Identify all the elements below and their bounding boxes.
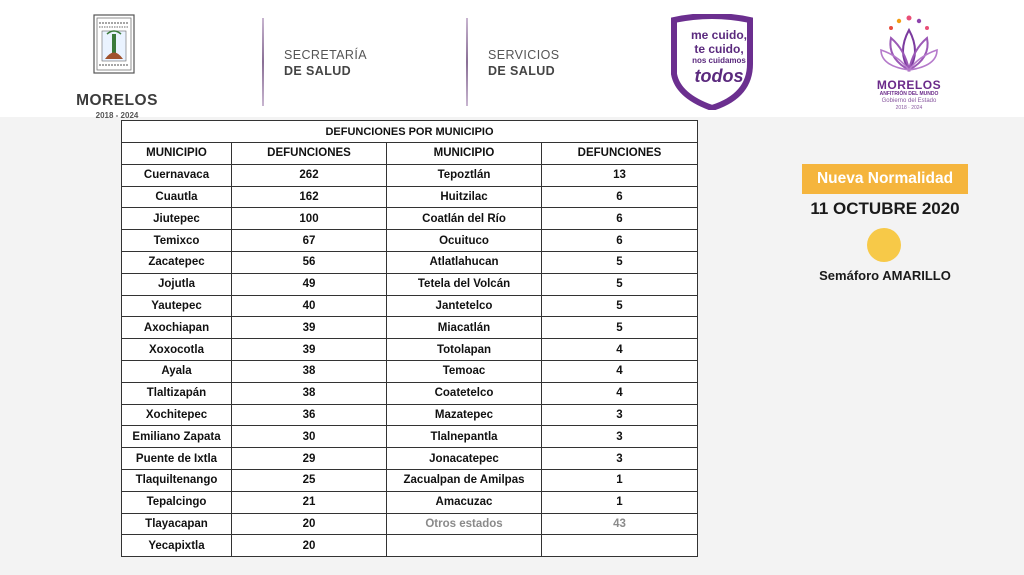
table-row	[122, 186, 698, 208]
municipio-cell: Jantetelco	[387, 295, 542, 317]
morelos-name: MORELOS	[76, 92, 158, 109]
gobierno-tagline: ANFITRIÓN DEL MUNDO	[879, 91, 939, 97]
table-title-row	[122, 121, 698, 143]
defunciones-cell: 67	[232, 230, 387, 252]
report-date: 11 OCTUBRE 2020	[810, 199, 960, 218]
table-row	[122, 535, 698, 557]
defunciones-cell: 13	[542, 164, 698, 186]
defunciones-cell: 56	[232, 251, 387, 273]
secretaria-label	[284, 47, 367, 79]
municipio-cell: Ocuituco	[387, 230, 542, 252]
table-row	[122, 382, 698, 404]
gobierno-logo	[866, 12, 952, 112]
flower-icon	[879, 12, 939, 74]
nueva-normalidad-badge: Nueva Normalidad	[802, 164, 968, 194]
gobierno-name: MORELOS	[876, 78, 942, 92]
defunciones-cell: 49	[232, 273, 387, 295]
municipio-cell: Coatetelco	[387, 382, 542, 404]
table-row	[122, 251, 698, 273]
empty-cell	[542, 535, 698, 557]
defunciones-cell: 5	[542, 273, 698, 295]
table-row	[122, 404, 698, 426]
defunciones-cell: 3	[542, 404, 698, 426]
municipio-cell: Emiliano Zapata	[122, 426, 232, 448]
table-row	[122, 469, 698, 491]
defunciones-cell: 20	[232, 513, 387, 535]
header-bar	[0, 0, 1024, 120]
municipio-cell: Cuernavaca	[122, 164, 232, 186]
municipio-cell: Zacualpan de Amilpas	[387, 469, 542, 491]
defunciones-cell: 5	[542, 251, 698, 273]
municipio-cell: Amacuzac	[387, 491, 542, 513]
municipio-cell: Jonacatepec	[387, 448, 542, 470]
column-header: DEFUNCIONES	[542, 143, 698, 165]
table-row	[122, 295, 698, 317]
column-header: MUNICIPIO	[122, 143, 232, 165]
defunciones-cell: 20	[232, 535, 387, 557]
defunciones-cell: 6	[542, 208, 698, 230]
defunciones-cell: 38	[232, 382, 387, 404]
table-header-row	[122, 143, 698, 165]
semaforo-status: Semáforo AMARILLO	[819, 268, 951, 283]
municipio-cell: Cuautla	[122, 186, 232, 208]
morelos-years: 2018 - 2024	[95, 111, 139, 120]
table-row	[122, 360, 698, 382]
defunciones-cell: 262	[232, 164, 387, 186]
table-row	[122, 426, 698, 448]
defunciones-cell: 38	[232, 360, 387, 382]
defunciones-cell: 1	[542, 469, 698, 491]
defunciones-cell: 100	[232, 208, 387, 230]
defunciones-cell: 39	[232, 317, 387, 339]
campaign-text	[682, 28, 756, 86]
municipio-cell: Xoxocotla	[122, 339, 232, 361]
gobierno-sub: Gobierno del Estado	[881, 98, 937, 104]
table-row	[122, 491, 698, 513]
servicios-label	[488, 47, 559, 79]
table-row	[122, 339, 698, 361]
campaign-line1: me cuido,	[690, 28, 747, 42]
semaforo-light-icon	[867, 228, 901, 262]
campaign-line2: te cuido,	[694, 42, 744, 56]
defunciones-cell: 25	[232, 469, 387, 491]
defunciones-cell: 5	[542, 317, 698, 339]
servicios-line2: DE SALUD	[488, 64, 556, 78]
servicios-line1: SERVICIOS	[488, 48, 560, 62]
municipio-cell: Temixco	[122, 230, 232, 252]
table-row	[122, 448, 698, 470]
municipio-cell: Axochiapan	[122, 317, 232, 339]
defunciones-cell: 5	[542, 295, 698, 317]
municipio-cell: Mazatepec	[387, 404, 542, 426]
table-row	[122, 164, 698, 186]
table-row	[122, 230, 698, 252]
municipio-cell: Tepoztlán	[387, 164, 542, 186]
secretaria-line1: SECRETARÍA	[284, 48, 367, 62]
municipio-cell: Tlaquiltenango	[122, 469, 232, 491]
defunciones-cell: 36	[232, 404, 387, 426]
deaths-table	[121, 120, 698, 557]
defunciones-cell: 4	[542, 382, 698, 404]
municipio-cell: Miacatlán	[387, 317, 542, 339]
empty-cell	[387, 535, 542, 557]
table-title: DEFUNCIONES POR MUNICIPIO	[122, 121, 698, 143]
municipio-cell: Tepalcingo	[122, 491, 232, 513]
defunciones-cell: 4	[542, 339, 698, 361]
municipio-cell: Tlaltizapán	[122, 382, 232, 404]
otros-estados-cell: Otros estados	[387, 513, 542, 535]
municipio-cell: Yecapixtla	[122, 535, 232, 557]
municipio-cell: Jojutla	[122, 273, 232, 295]
municipio-cell: Tlayacapan	[122, 513, 232, 535]
defunciones-cell: 6	[542, 186, 698, 208]
defunciones-cell: 3	[542, 426, 698, 448]
municipio-cell: Tlalnepantla	[387, 426, 542, 448]
coat-of-arms-icon	[93, 14, 135, 74]
municipio-cell: Totolapan	[387, 339, 542, 361]
defunciones-cell: 4	[542, 360, 698, 382]
municipio-cell: Ayala	[122, 360, 232, 382]
defunciones-cell: 6	[542, 230, 698, 252]
municipio-cell: Tetela del Volcán	[387, 273, 542, 295]
municipio-cell: Jiutepec	[122, 208, 232, 230]
defunciones-cell: 30	[232, 426, 387, 448]
municipio-cell: Huitzilac	[387, 186, 542, 208]
campaign-logo	[668, 14, 756, 110]
municipio-cell: Puente de Ixtla	[122, 448, 232, 470]
defunciones-cell: 29	[232, 448, 387, 470]
campaign-line3: nos cuidamos	[692, 56, 746, 65]
table-row	[122, 513, 698, 535]
defunciones-cell: 21	[232, 491, 387, 513]
table-row	[122, 208, 698, 230]
defunciones-cell: 39	[232, 339, 387, 361]
otros-estados-value: 43	[542, 513, 698, 535]
defunciones-cell: 162	[232, 186, 387, 208]
defunciones-cell: 40	[232, 295, 387, 317]
header-divider	[466, 18, 468, 106]
municipio-cell: Xochitepec	[122, 404, 232, 426]
header-divider	[262, 18, 264, 106]
gobierno-years: 2018 · 2024	[895, 105, 923, 111]
secretaria-line2: DE SALUD	[284, 64, 352, 78]
table-row	[122, 273, 698, 295]
municipio-cell: Atlatlahucan	[387, 251, 542, 273]
municipio-cell: Temoac	[387, 360, 542, 382]
municipio-cell: Coatlán del Río	[387, 208, 542, 230]
column-header: DEFUNCIONES	[232, 143, 387, 165]
municipio-cell: Zacatepec	[122, 251, 232, 273]
column-header: MUNICIPIO	[387, 143, 542, 165]
municipio-cell: Yautepec	[122, 295, 232, 317]
defunciones-cell: 1	[542, 491, 698, 513]
campaign-line4: todos	[694, 66, 744, 86]
defunciones-cell: 3	[542, 448, 698, 470]
table-row	[122, 317, 698, 339]
morelos-logo	[74, 14, 160, 120]
